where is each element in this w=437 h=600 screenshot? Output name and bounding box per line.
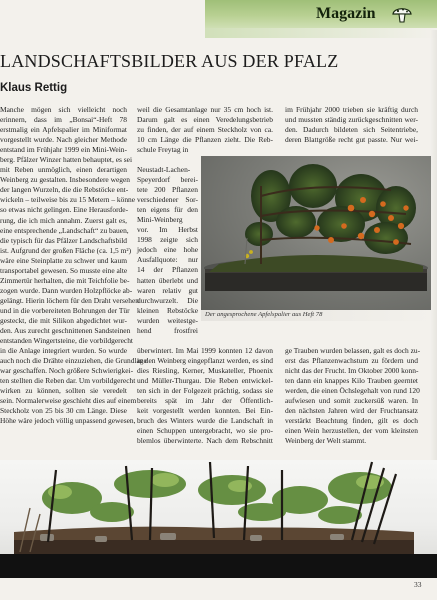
text-column-2-top <box>137 105 273 155</box>
text-line: wäre eine Steinplatte zu schwer und kaum <box>0 255 127 265</box>
text-line: verschiedener Sor- <box>137 195 198 205</box>
text-line: ten sich in der Folgezeit prächtig, sodass sie <box>137 386 273 396</box>
text-line: mit Reben unmöglich, einen derartigen <box>0 165 127 175</box>
text-line: transportabel gewesen. So musste eine alte <box>0 265 128 275</box>
article-headline: LANDSCHAFTSBILDER AUS DER PFALZ <box>0 51 339 71</box>
text-line: ge Trauben wurden belassen, galt es doch zu- <box>285 346 421 355</box>
text-column-1 <box>0 105 147 427</box>
text-line: 10 cm Länge die Pflanzen zieht. Die Reb- <box>137 135 273 145</box>
text-line: war geschaffen. Noch größere Schwierigkei- <box>0 366 134 376</box>
text-line: einen Schuppen untergebracht, wo sie pro- <box>137 426 273 436</box>
text-line: schule Freytag in <box>137 145 189 155</box>
text-line: in den Weinberg eingepflanzt werden, es sind <box>137 356 273 366</box>
text-line: überwintert. Im Mai 1999 konnten 12 davon <box>137 346 273 355</box>
text-line: Manche mögen sich vielleicht noch <box>0 105 127 114</box>
section-label: Magazin <box>316 5 376 22</box>
text-line: aufwiesen und somit zuckersüß waren. In <box>285 396 418 406</box>
text-line: weil die Gesamtanlage nur 35 cm hoch ist. <box>137 105 273 114</box>
text-line: nicht das der Frucht. Im Oktober 2000 konn- <box>285 366 419 376</box>
text-line: den. Aus zurecht geschnittenen Sandsteinen <box>0 326 131 336</box>
text-line: Zimmertür herhalten, die mit Teichfolie be- <box>0 275 130 285</box>
text-line: Darum galt es einen Veredelungsbetrieb <box>137 115 273 125</box>
text-line: erstmalig ein Apfelspalier im Miniformat <box>0 125 127 135</box>
text-line: durchwurzelt. Die <box>137 295 198 305</box>
text-line: vor. Im Herbst <box>137 225 198 235</box>
text-column-3-top <box>285 105 418 145</box>
apple-espalier-photo <box>201 156 431 310</box>
text-line: 1998 zeigte sich <box>137 235 198 245</box>
text-line: Höhe wäre jedoch völlig unpassend gewesen, <box>0 416 136 426</box>
text-line: ten eigens für den <box>137 205 198 215</box>
text-line: Speyerdorf berei- <box>137 175 198 185</box>
text-line: ist. Aufgrund der großen Fläche (ca. 1,5 m²) <box>0 245 132 255</box>
text-line: ten dann ein knappes Kilo Trauben geerntet <box>285 376 418 386</box>
text-line: vorgestellt wurde. Nach gleicher Methode <box>0 135 127 145</box>
text-line: entstanden Wingertsteine, die vorbildgerecht <box>0 336 133 346</box>
text-column-2-wrap <box>137 165 198 336</box>
text-line: gesteckt, die mit Silikon abgedichtet wur- <box>0 315 127 325</box>
photo-caption: Der angesprochene Apfelspalier aus Heft 78 <box>205 311 323 318</box>
text-line: hend frostfrei <box>137 325 198 335</box>
page-number: 33 <box>414 580 422 589</box>
text-line: ten stellten die Reben dar. Um vorbildgerecht <box>0 376 136 386</box>
text-line: im Frühjahr 2000 trieben sie kräftig durch <box>285 105 418 114</box>
text-line: kleinen Rebstöcke <box>137 305 198 315</box>
text-column-2-bottom <box>137 346 273 446</box>
text-line: jedoch eine hohe <box>137 245 198 255</box>
text-line: gelängt. Hierin löchern für den Draht versehen <box>0 295 139 305</box>
page-edge-shadow <box>430 30 437 460</box>
text-line: keit vorgestellt werden konnten. Bei Ein- <box>137 406 273 416</box>
text-line: werden, die einen Öchslegehalt von rund 120 <box>285 386 420 396</box>
text-line: hatten überlebt und <box>137 275 198 285</box>
text-line: Weinberg der Welt stammt. <box>285 436 367 446</box>
text-line: bruch des Winters wurde die Landschaft in <box>137 416 273 426</box>
text-line: eine entsprechende „Landschaft“ zu bauen, <box>0 225 129 235</box>
text-column-3-bottom <box>285 346 421 446</box>
text-line: den nächsten Jahren wird der Fruchtansatz <box>285 406 418 416</box>
text-line: den. Dadurch bildeten sich Seitentriebe, <box>285 125 418 135</box>
text-line: auch noch die Drähte einzuziehen, die Grundlage <box>0 356 147 366</box>
text-line: tete 200 Pflanzen <box>137 185 198 195</box>
text-line: erinnern, dass im „Bonsai“-Heft 78 <box>0 115 127 125</box>
text-line: zu finden, der auf einem Steckholz von ca. <box>137 125 273 135</box>
text-line: Mini-Weinberg <box>137 215 183 225</box>
text-line: Ausfallquote: nur <box>137 255 198 265</box>
text-line: sein. Normalerweise geschieht dies auf einem <box>0 396 137 406</box>
text-line: zogen wurde. Dann wurden Holzpflöcke ab- <box>0 285 133 295</box>
text-line: bereits spät im Jahr der Öffentlich- <box>137 396 273 406</box>
article-author: Klaus Rettig <box>0 82 68 94</box>
text-line: erst das Pflanzenwachstum zu fördern und <box>285 356 418 366</box>
text-line: entstand im Frühjahr 1999 ein Mini-Wein- <box>0 145 127 155</box>
header-fade-stripe <box>205 28 437 38</box>
text-line: Steckholz von 25 bis 30 cm Länge. Diese <box>0 406 127 416</box>
text-line: und Müller-Thurgau. Die Reben entwickel- <box>137 376 273 386</box>
text-line: Weinberg zu gestalten. Insbesondere wegen <box>0 175 130 185</box>
text-line: berg. Pfälzer Winzer hatten behauptet, es sei <box>0 155 133 165</box>
text-line: die typisch für das Pfälzer Landschaftsbild <box>0 235 128 245</box>
text-line: waren relativ gut <box>137 285 198 295</box>
text-line: blemlos überwinterte. Nach dem Rebschnitt <box>137 436 273 446</box>
text-line: der langen Wurzeln, die die Rebstöcke ent- <box>0 185 129 195</box>
text-line: und in die vorbereiteten Bohrungen der Tür <box>0 305 130 315</box>
text-line: so etwas nicht gelingen. Eine Herausforde- <box>0 205 129 215</box>
text-line: rung, die ich mich annahm. Zuerst galt es, <box>0 215 127 225</box>
text-line: und mussten ständig zurückgeschnitten wer- <box>285 115 418 125</box>
mini-vineyard-photo <box>0 460 437 578</box>
text-line: wirken zu können, sollten sie veredelt <box>0 386 127 396</box>
text-line: in die Anlage integriert wurden. So wurde <box>0 346 127 356</box>
text-line: 14 der Pflanzen <box>137 265 198 275</box>
text-line: einen Wein herzustellen, der vom kleinsten <box>285 426 418 436</box>
text-line: wurden weitestge- <box>137 315 198 325</box>
text-line: dies Riesling, Kerner, Muskateller, Phoenix <box>137 366 273 376</box>
text-line: deren Blattgröße recht gut passte. Nur wei- <box>285 135 418 145</box>
text-line: Neustadt-Lachen- <box>137 165 191 174</box>
mushroom-icon <box>391 3 413 25</box>
text-line: verstärkt Beachtung finden, gilt es doch <box>285 416 418 426</box>
text-line: wickeln – teilweise bis zu 15 Metern – könne <box>0 195 136 205</box>
